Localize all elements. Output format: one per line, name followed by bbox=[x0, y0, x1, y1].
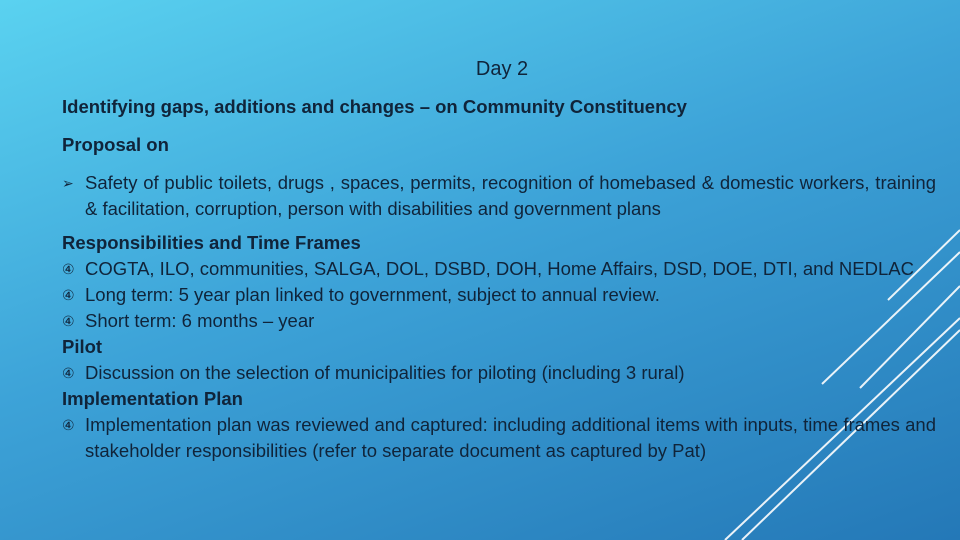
implementation-heading: Implementation Plan bbox=[62, 388, 243, 409]
responsibility-item bbox=[62, 256, 936, 282]
slide-body bbox=[62, 170, 936, 464]
proposal-heading: Proposal on bbox=[62, 134, 169, 155]
circled-four-bullet-icon: ④ bbox=[62, 287, 75, 303]
proposal-item bbox=[62, 170, 936, 222]
circled-four-bullet-icon: ④ bbox=[62, 365, 75, 381]
responsibility-item-text: Long term: 5 year plan linked to government, subject to annual review. bbox=[85, 284, 660, 305]
responsibility-item bbox=[62, 308, 936, 334]
slide-subtitle: Identifying gaps, additions and changes – on Community Constituency bbox=[62, 96, 687, 117]
circled-four-bullet-icon: ④ bbox=[62, 417, 75, 433]
implementation-item-text: Implementation plan was reviewed and captured: including additional items with inputs, time frames and stakeholder responsibilities (refer to separate document as captured by Pat) bbox=[85, 414, 936, 461]
slide-title: Day 2 bbox=[475, 58, 529, 80]
proposal-item-text: Safety of public toilets, drugs , spaces, permits, recognition of homebased & domestic workers, training & facilitation, corruption, person with disabilities and government plans bbox=[85, 172, 936, 219]
pilot-heading: Pilot bbox=[62, 336, 103, 357]
pilot-item-text: Discussion on the selection of municipalities for piloting (including 3 rural) bbox=[85, 362, 685, 383]
responsibility-item bbox=[62, 282, 936, 308]
implementation-item bbox=[62, 412, 936, 464]
responsibilities-heading: Responsibilities and Time Frames bbox=[62, 232, 361, 253]
pilot-item bbox=[62, 360, 936, 386]
circled-four-bullet-icon: ④ bbox=[62, 313, 75, 329]
arrow-bullet-icon: ➢ bbox=[62, 175, 74, 191]
responsibility-item-text: Short term: 6 months – year bbox=[85, 310, 315, 331]
circled-four-bullet-icon: ④ bbox=[62, 261, 75, 277]
responsibility-item-text: COGTA, ILO, communities, SALGA, DOL, DSBD, DOH, Home Affairs, DSD, DOE, DTI, and NEDLAC bbox=[85, 258, 914, 279]
